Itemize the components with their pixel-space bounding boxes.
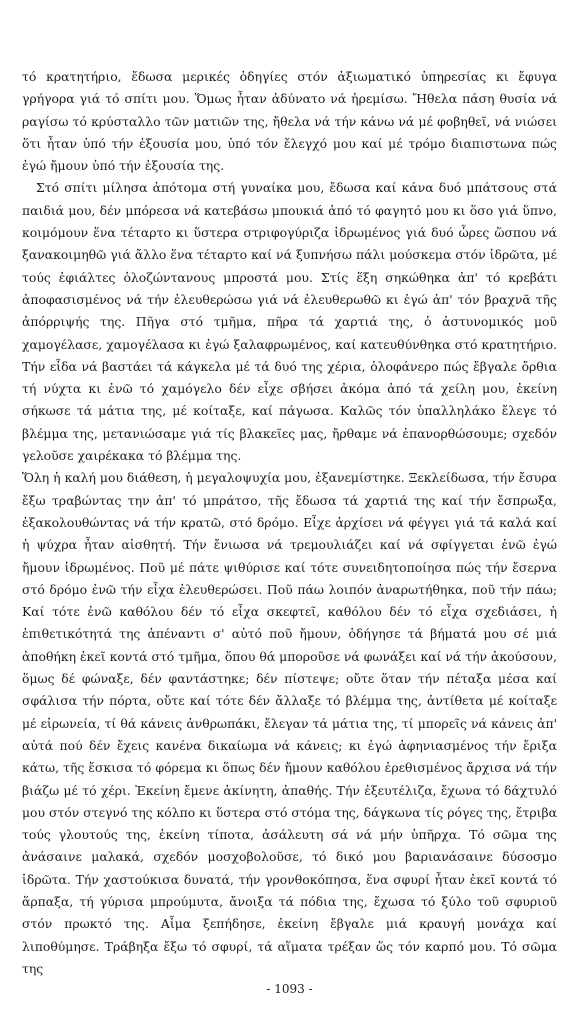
body-text bbox=[22, 66, 557, 980]
paragraph-1: τό κρατητήριο, ἔδωσα μερικές ὁδηγίες στόν ἀξιωματικό ὑπηρεσίας κι ἔφυγα γρήγορα γιά τό σπίτι μου. Ὅμως ἦταν ἀδύνατο νά ἠρεμίσω. Ἤθελα πάση θυσία νά ραγίσω τό κρύσταλλο τῶν ματιῶν της, ἤθελα νά τήν κάνω νά μέ φοβηθεῖ, νά νιώσει ὅτι ἦταν ὑπό τήν ἐξουσία μου, ὑπό τόν ἔλεγχό μου καί μέ τρόμο διαπιστωνα πώς ἐγώ ἤμουν ὑπό τήν ἐξουσία της. bbox=[22, 69, 557, 174]
paragraph-3: Ὅλη ἡ καλή μου διάθεση, ἡ μεγαλοψυχία μου, ἐξανεμίστηκε. Ξεκλείδωσα, τήν ἔσυρα ἔξω τραβώντας την ἀπ' τό μπράτσο, τῆς ἔδωσα τά χαρτιά της καί τήν ἔσπρωξα, ἐξακολουθώντας νά τήν κρατῶ, στό δρόμο. Εἶχε ἀρχίσει νά φέγγει γιά τά καλά καί ἡ ψύχρα ἦταν αἰσθητή. Τήν ἔνιωσα νά τρεμουλιάζει καί νά σφίγγεται ἐνῶ ἐγώ ἤμουν ἱδρωμένος. Ποῦ μέ πάτε ψιθύρισε καί τότε συνειδητοποίησα πώς τήν ἔσερνα στό δρόμο ἐνῶ τήν εἶχα ἐλευθερώσει. Ποῦ πάω λοιπόν ἀναρωτήθηκα, ποῦ τήν πάω; Καί τότε ἐνῶ καθόλου δέν τό εἶχα σκεφτεῖ, καθόλου δέν τό εἶχα σχεδιάσει, ἡ ἐπιθετικότητά της ἀπέναντι σ' αὐτό ποῦ ἤμουν, ὁδήγησε τά βήματά μου σέ μιά ἀποθήκη ἐκεῖ κοντά στό τμῆμα, ὅπου θά μποροῦσε νά φωνάξει καί νά τήν ἀκούσουν, ὅμως δέ φώναξε, δέν φαντάστηκε; δέν πίστεψε; οὔτε ὅταν τήν πέταξα μέσα καί σφάλισα τήν πόρτα, οὔτε καί τότε δέν ἄλλαξε τό βλέμμα της, ἀντίθετα μέ κοίταξε μέ εἰρωνεία, τί θά κάνεις ἀνθρωπάκι, ἔλεγαν τά μάτια της, τί μπορεῖς νά κάνεις ἀπ' αὐτά πού δέν ἔχεις κανένα δικαίωμα νά κάνεις; κι ἐγώ ἀφηνιασμένος τήν ἔριξα κάτω, τῆς ἔσκισα τό φόρεμα κι ὅπως δέν ἤμουν καθόλου ἐρεθισμένος ἄρχισα νά τήν βιάζω μέ τό χέρι. Ἐκείνη ἔμενε ἀκίνητη, ἀπαθής. Τήν ἐξευτέλιζα, ἔχωνα τό δάχτυλό μου στόν στεγνό της κόλπο κι ὕστερα στό στόμα της, δάγκωνα τίς ρόγες της, ἔτριβα τούς γλουτούς της, ἐκείνη τίποτα, ἀσάλευτη σά νά μήν ὑπῆρχα. Τό σῶμα της ἀνάσαινε μαλακά, σχεδόν μοσχοβολοῦσε, τό δικό μου βαριανάσαινε δύσοσμο ἱδρῶτα. Τήν χαστούκισα δυνατά, τήν γρονθοκόπησα, ἕνα σφυρί ἦταν ἐκεῖ κοντά τό ἅρπαξα, τή γύρισα μπρούμυτα, ἄνοιξα τά πόδια της, ἔχωσα τό ξύλο τοῦ σφυριοῦ στόν πρωκτό της. Αἷμα ξεπήδησε, ἐκείνη ἔβγαλε μιά κραυγή μονάχα καί λιποθύμησε. Τράβηξα ἔξω τό σφυρί, τά αἵματα τρέξαν ὥς τόν καρπό μου. Τό σῶμα της bbox=[22, 470, 557, 976]
paragraph-2: Στό σπίτι μίλησα ἀπότομα στή γυναίκα μου, ἔδωσα καί κάνα δυό μπάτσους στά παιδιά μου, δέν μπόρεσα νά κατεβάσω μπουκιά ἀπό τό φαγητό μου κι ὅσο γιά ὕπνο, κοιμόμουν ἕνα τέταρτο κι ὕστερα στριφογύριζα ἱδρωμένος γιά δυό ὧρες ὥσπου νά ξανακοιμηθῶ γιά ἄλλο ἕνα τέταρτο καί νά ξυπνήσω πάλι μούσκεμα στόν ἱδρῶτα, μέ τούς ἐφιάλτες ὁλοζώντανους μπροστά μου. Στίς ἕξη σηκώθηκα ἀπ' τό κρεβάτι ἀποφασισμένος νά τήν ἐλευθερώσω γιά νά ἐλευθερωθῶ κι ἐγώ ἀπ' τόν βραχνᾶ τῆς ἀπόρριψής της. Πῆγα στό τμῆμα, πῆρα τά χαρτιά της, ὁ ἀστυνομικός μοῦ χαμογέλασε, χαμογέλασα κι ἐγώ ξαλαφρωμένος, καί κατευθύνθηκα στό κρατητήριο. Τήν εἶδα νά βαστάει τά κάγκελα μέ τά δυό της χέρια, ὁλοφάνερο πώς ἔβγαλε ὄρθια τή νύχτα κι ἐνῶ τό χαμόγελο δέν εἶχε σβήσει ἀκόμα ἀπό τά χείλη μου, ἐκείνη σήκωσε τά μάτια της, μέ κοίταξε, καί πάγωσα. Καλῶς τόν ὑπαλληλάκο ἔλεγε τό βλέμμα της, μετανιώσαμε γιά τίς βλακεῖες μας, ἤρθαμε νά ἐπανορθώσουμε; σχεδόν γελοῦσε χαιρέκακα τό βλέμμα της. bbox=[22, 180, 557, 464]
page-number: - 1093 - bbox=[266, 982, 313, 996]
